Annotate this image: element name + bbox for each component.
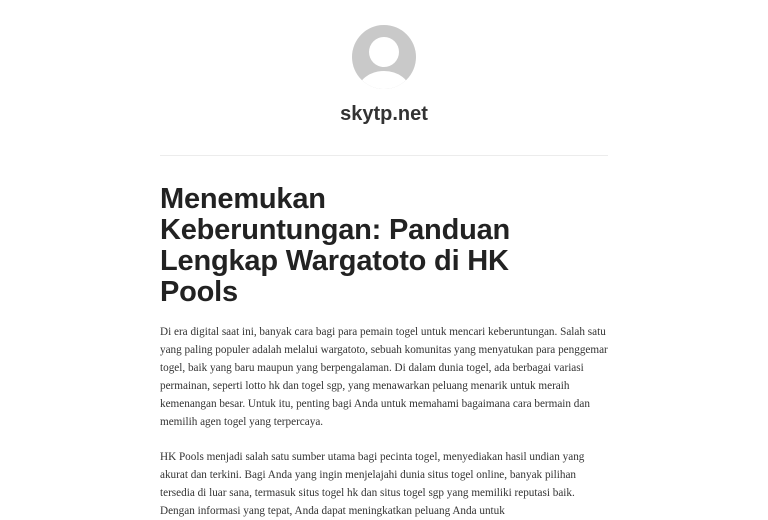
site-avatar-icon[interactable] [352, 25, 416, 89]
post-content [160, 184, 608, 520]
header-divider [160, 155, 608, 156]
post-title: Menemukan Keberuntungan: Panduan Lengkap Wargatoto di HK Pools [160, 183, 511, 308]
post-body [160, 323, 608, 520]
post-paragraph: HK Pools menjadi salah satu sumber utama bagi pecinta togel, menyediakan hasil undian yang akurat dan terkini. Bagi Anda yang ingin menjelajahi dunia situs togel online, banyak pilihan tersedia di luar sana, termasuk situs togel hk dan situs togel sgp yang memiliki reputasi baik. Dengan informasi yang tepat, Anda dapat meningkatkan peluang Anda untuk [160, 450, 585, 517]
site-title-link[interactable]: skytp.net [340, 103, 428, 125]
site-header [0, 0, 768, 156]
avatar-head [369, 37, 399, 67]
post-paragraph: Di era digital saat ini, banyak cara bagi para pemain togel untuk mencari keberuntungan. Salah satu yang paling populer adalah melalui wargatoto, sebuah komunitas yang menyatukan para penggemar togel, baik yang baru maupun yang berpengalaman. Di dalam dunia togel, ada berbagai variasi permainan, seperti lotto hk dan togel sgp, yang menawarkan peluang menarik untuk meraih kemenangan besar. Untuk itu, penting bagi Anda untuk memahami bagaimana cara bermain dan memilih agen togel yang terpercaya. [160, 326, 608, 429]
avatar-shoulders [358, 71, 410, 89]
